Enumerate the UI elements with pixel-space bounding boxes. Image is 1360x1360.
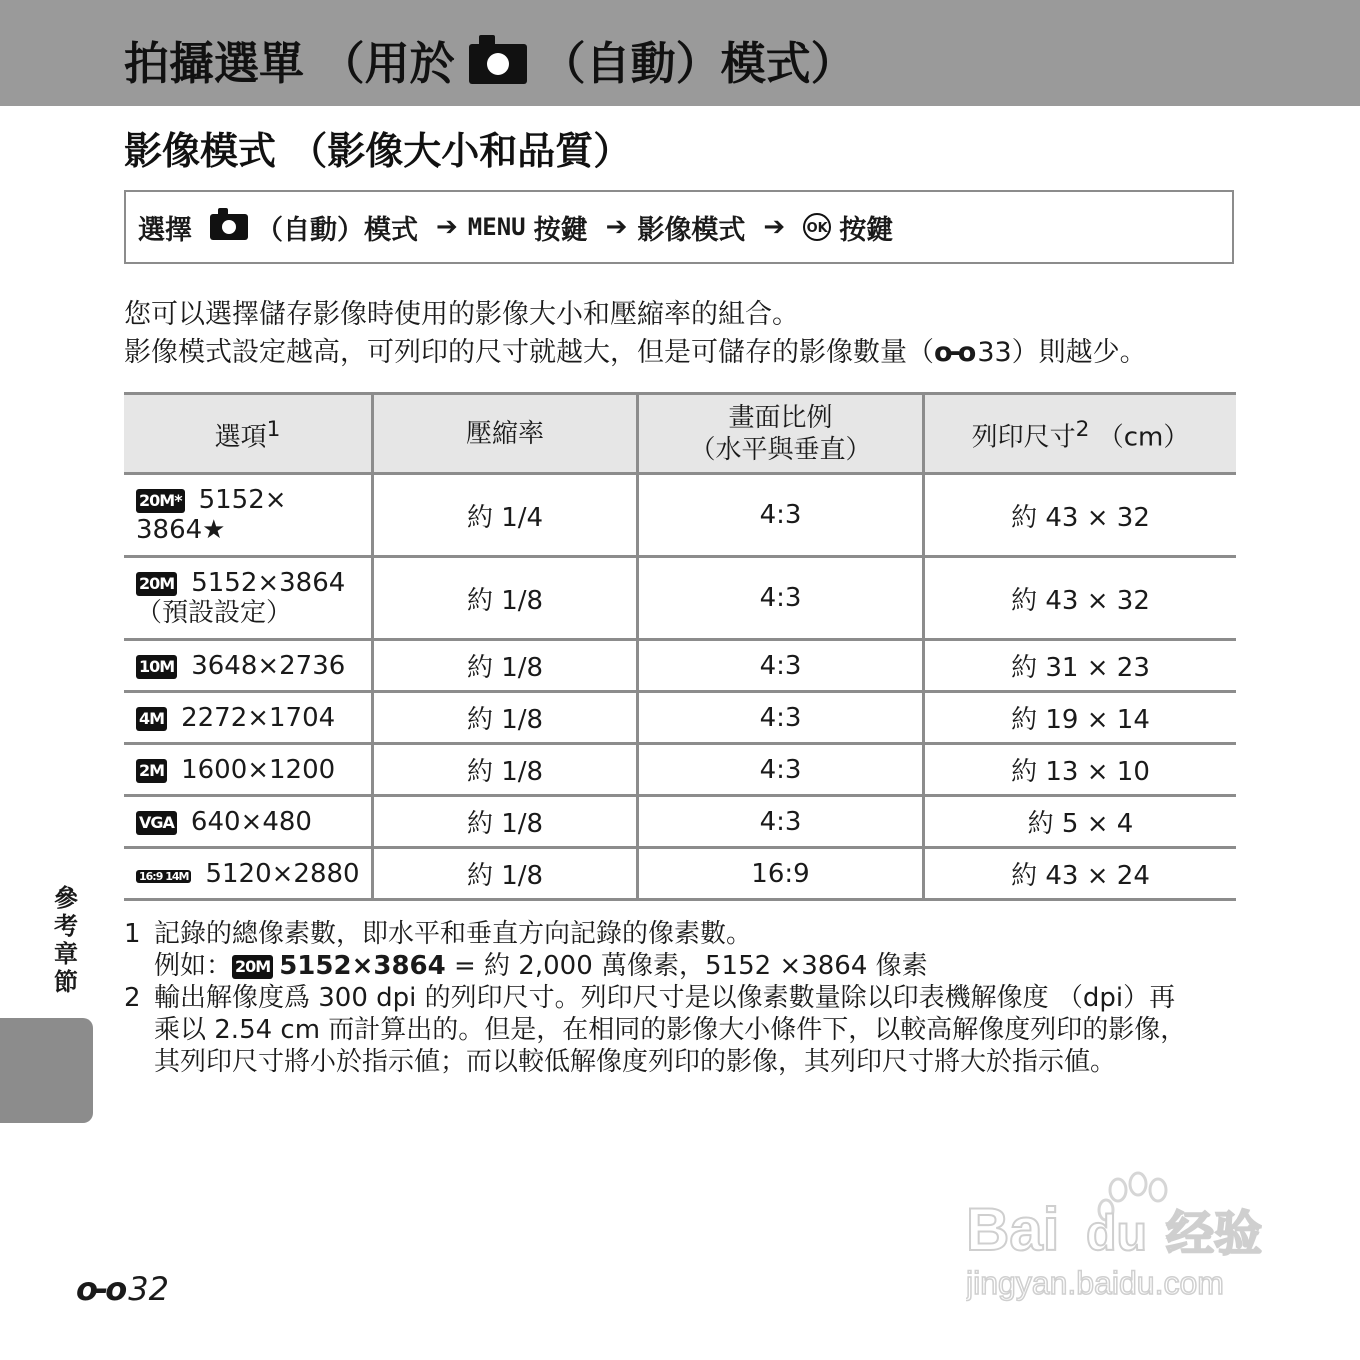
example-resolution: 5152×3864	[279, 951, 446, 981]
footnote-text: 乘以 2.54 cm 而計算出的。但是，在相同的影像大小條件下，以較高解像度列印的影像，	[154, 1015, 1187, 1045]
menu-path-box	[124, 190, 1234, 264]
reference-icon: o-o	[934, 337, 974, 368]
arrow-right-icon: ➔	[763, 212, 786, 242]
watermark-brand3: 经验	[1166, 1206, 1263, 1262]
option-cell	[124, 557, 373, 640]
header-print-sup: 2	[1075, 416, 1090, 442]
footnote-example	[154, 950, 928, 982]
watermark-brand: Bai	[966, 1196, 1060, 1263]
print-size-cell: 約 19 × 14	[1011, 705, 1150, 735]
option-cell	[124, 744, 373, 796]
footnote-number: 1	[124, 919, 141, 949]
watermark-url: jingyan.baidu.com	[966, 1265, 1224, 1301]
intro-line-2-post: ）則越少。	[1011, 337, 1147, 368]
print-size-cell: 約 43 × 24	[1011, 861, 1150, 891]
print-size-cell: 約 43 × 32	[1011, 502, 1150, 533]
header-ratio	[638, 394, 924, 474]
print-size-cell: 約 43 × 32	[1011, 585, 1150, 616]
page-title-post: （自動）模式）	[540, 37, 856, 90]
side-tab	[0, 1018, 93, 1123]
header-option-sup: 1	[266, 416, 281, 442]
table-header-row	[124, 394, 1236, 474]
intro-line-2-pre: 影像模式設定越高，可列印的尺寸就越大，但是可儲存的影像數量（	[124, 337, 934, 368]
header-print-unit: （cm）	[1097, 422, 1190, 453]
compression-cell: 約 1/8	[373, 640, 638, 692]
ratio-cell: 16:9	[638, 848, 924, 900]
compression-cell: 約 1/8	[373, 848, 638, 900]
table-row	[124, 640, 1236, 692]
nav-button-text: 按鍵	[533, 214, 588, 246]
ratio-cell: 4:3	[638, 692, 924, 744]
section-title: 影像模式 （影像大小和品質）	[124, 129, 632, 173]
page-number-text: 32	[128, 1270, 169, 1308]
ratio-cell: 4:3	[638, 557, 924, 640]
image-mode-10m-icon: 10M	[136, 655, 177, 679]
paw-toe	[1110, 1179, 1126, 1201]
ratio-cell: 4:3	[638, 796, 924, 848]
table-row	[124, 848, 1236, 900]
option-cell	[124, 848, 373, 900]
option-cell	[124, 474, 373, 557]
option-text: 5152×3864	[191, 568, 346, 598]
table-row	[124, 474, 1236, 557]
header-option	[124, 394, 373, 474]
paw-toe	[1130, 1173, 1146, 1195]
arrow-right-icon: ➔	[436, 212, 458, 242]
image-mode-vga-icon: VGA	[136, 811, 177, 835]
ratio-cell: 4:3	[638, 640, 924, 692]
header-print-text: 列印尺寸	[971, 422, 1076, 453]
arrow-right-icon: ➔	[605, 212, 628, 242]
intro-line-2	[124, 334, 1244, 372]
footnote-1	[124, 918, 1244, 982]
watermark-brand2: du	[1086, 1205, 1148, 1261]
side-section-label: 參考章節	[54, 884, 78, 996]
option-text-line2: （預設設定）	[136, 598, 293, 628]
table-row	[124, 557, 1236, 640]
ratio-cell: 4:3	[638, 744, 924, 796]
compression-cell: 約 1/4	[373, 474, 638, 557]
option-text: 5152×	[198, 485, 287, 515]
compression-cell: 約 1/8	[373, 692, 638, 744]
option-cell	[124, 796, 373, 848]
nav-image-mode-text: 影像模式	[637, 214, 746, 246]
header-print-size	[924, 394, 1237, 474]
option-text: 1600×1200	[181, 754, 336, 785]
image-mode-16-9-14m-icon: 16:9 14M	[136, 870, 191, 883]
print-size-cell: 約 5 × 4	[1027, 809, 1134, 839]
ratio-cell: 4:3	[638, 474, 924, 557]
table-row	[124, 744, 1236, 796]
option-text-line2: 3864★	[136, 515, 226, 545]
menu-key-label: MENU	[467, 213, 526, 241]
option-cell	[124, 640, 373, 692]
intro-text	[124, 296, 1244, 372]
intro-line-1: 您可以選擇儲存影像時使用的影像大小和壓縮率的組合。	[124, 299, 799, 330]
footnote-number: 2	[124, 983, 141, 1013]
intro-ref-page: 33	[977, 337, 1012, 368]
reference-icon: o-o	[76, 1270, 125, 1308]
image-mode-2m-icon: 2M	[136, 759, 167, 783]
nav-mode-text: （自動）模式	[256, 214, 418, 246]
watermark	[966, 1168, 1296, 1308]
compression-cell: 約 1/8	[373, 557, 638, 640]
image-mode-4m-icon: 4M	[136, 707, 167, 731]
compression-cell: 約 1/8	[373, 796, 638, 848]
page-title-pre: 拍攝選單 （用於	[124, 37, 455, 90]
option-text: 3648×2736	[191, 650, 346, 681]
footnote-text: 其列印尺寸將小於指示値；而以較低解像度列印的影像，其列印尺寸將大於指示値。	[154, 1047, 1117, 1077]
option-text: 5120×2880	[205, 858, 360, 889]
image-mode-20m-icon: 20M	[232, 955, 273, 979]
table-row	[124, 796, 1236, 848]
compression-cell: 約 1/8	[373, 744, 638, 796]
header-ratio-line2: （水平與垂直）	[689, 434, 872, 465]
header-compression: 壓縮率	[373, 394, 638, 474]
camera-icon	[469, 44, 527, 84]
footnotes	[124, 918, 1244, 1078]
footnote-text: 記錄的總像素數，即水平和垂直方向記錄的像素數。	[154, 919, 753, 949]
image-mode-20m-star-icon: 20M*	[136, 489, 185, 513]
footnote-text: 輸出解像度爲 300 dpi 的列印尺寸。列印尺寸是以像素數量除以印表機解像度 （dpi）再	[154, 983, 1176, 1013]
camera-icon	[210, 214, 248, 240]
nav-select-text: 選擇	[138, 214, 192, 246]
footnote-2	[124, 982, 1244, 1078]
option-cell	[124, 692, 373, 744]
ok-button-icon: OK	[803, 213, 831, 241]
print-size-cell: 約 13 × 10	[1011, 757, 1150, 787]
header-ratio-line1: 畫面比例	[728, 402, 833, 433]
example-label: 例如：	[154, 951, 233, 981]
image-mode-20m-icon: 20M	[136, 572, 177, 596]
table-row	[124, 692, 1236, 744]
print-size-cell: 約 31 × 23	[1011, 653, 1150, 683]
nav-button2-text: 按鍵	[839, 214, 894, 246]
image-mode-table	[124, 392, 1236, 901]
paw-toe	[1150, 1179, 1166, 1201]
header-option-text: 選項	[214, 422, 267, 453]
example-rest: = 約 2,000 萬像素，5152 ×3864 像素	[453, 951, 928, 981]
page-number	[76, 1270, 169, 1308]
option-text: 2272×1704	[181, 702, 336, 733]
page-title	[124, 34, 856, 94]
option-text: 640×480	[190, 806, 312, 837]
